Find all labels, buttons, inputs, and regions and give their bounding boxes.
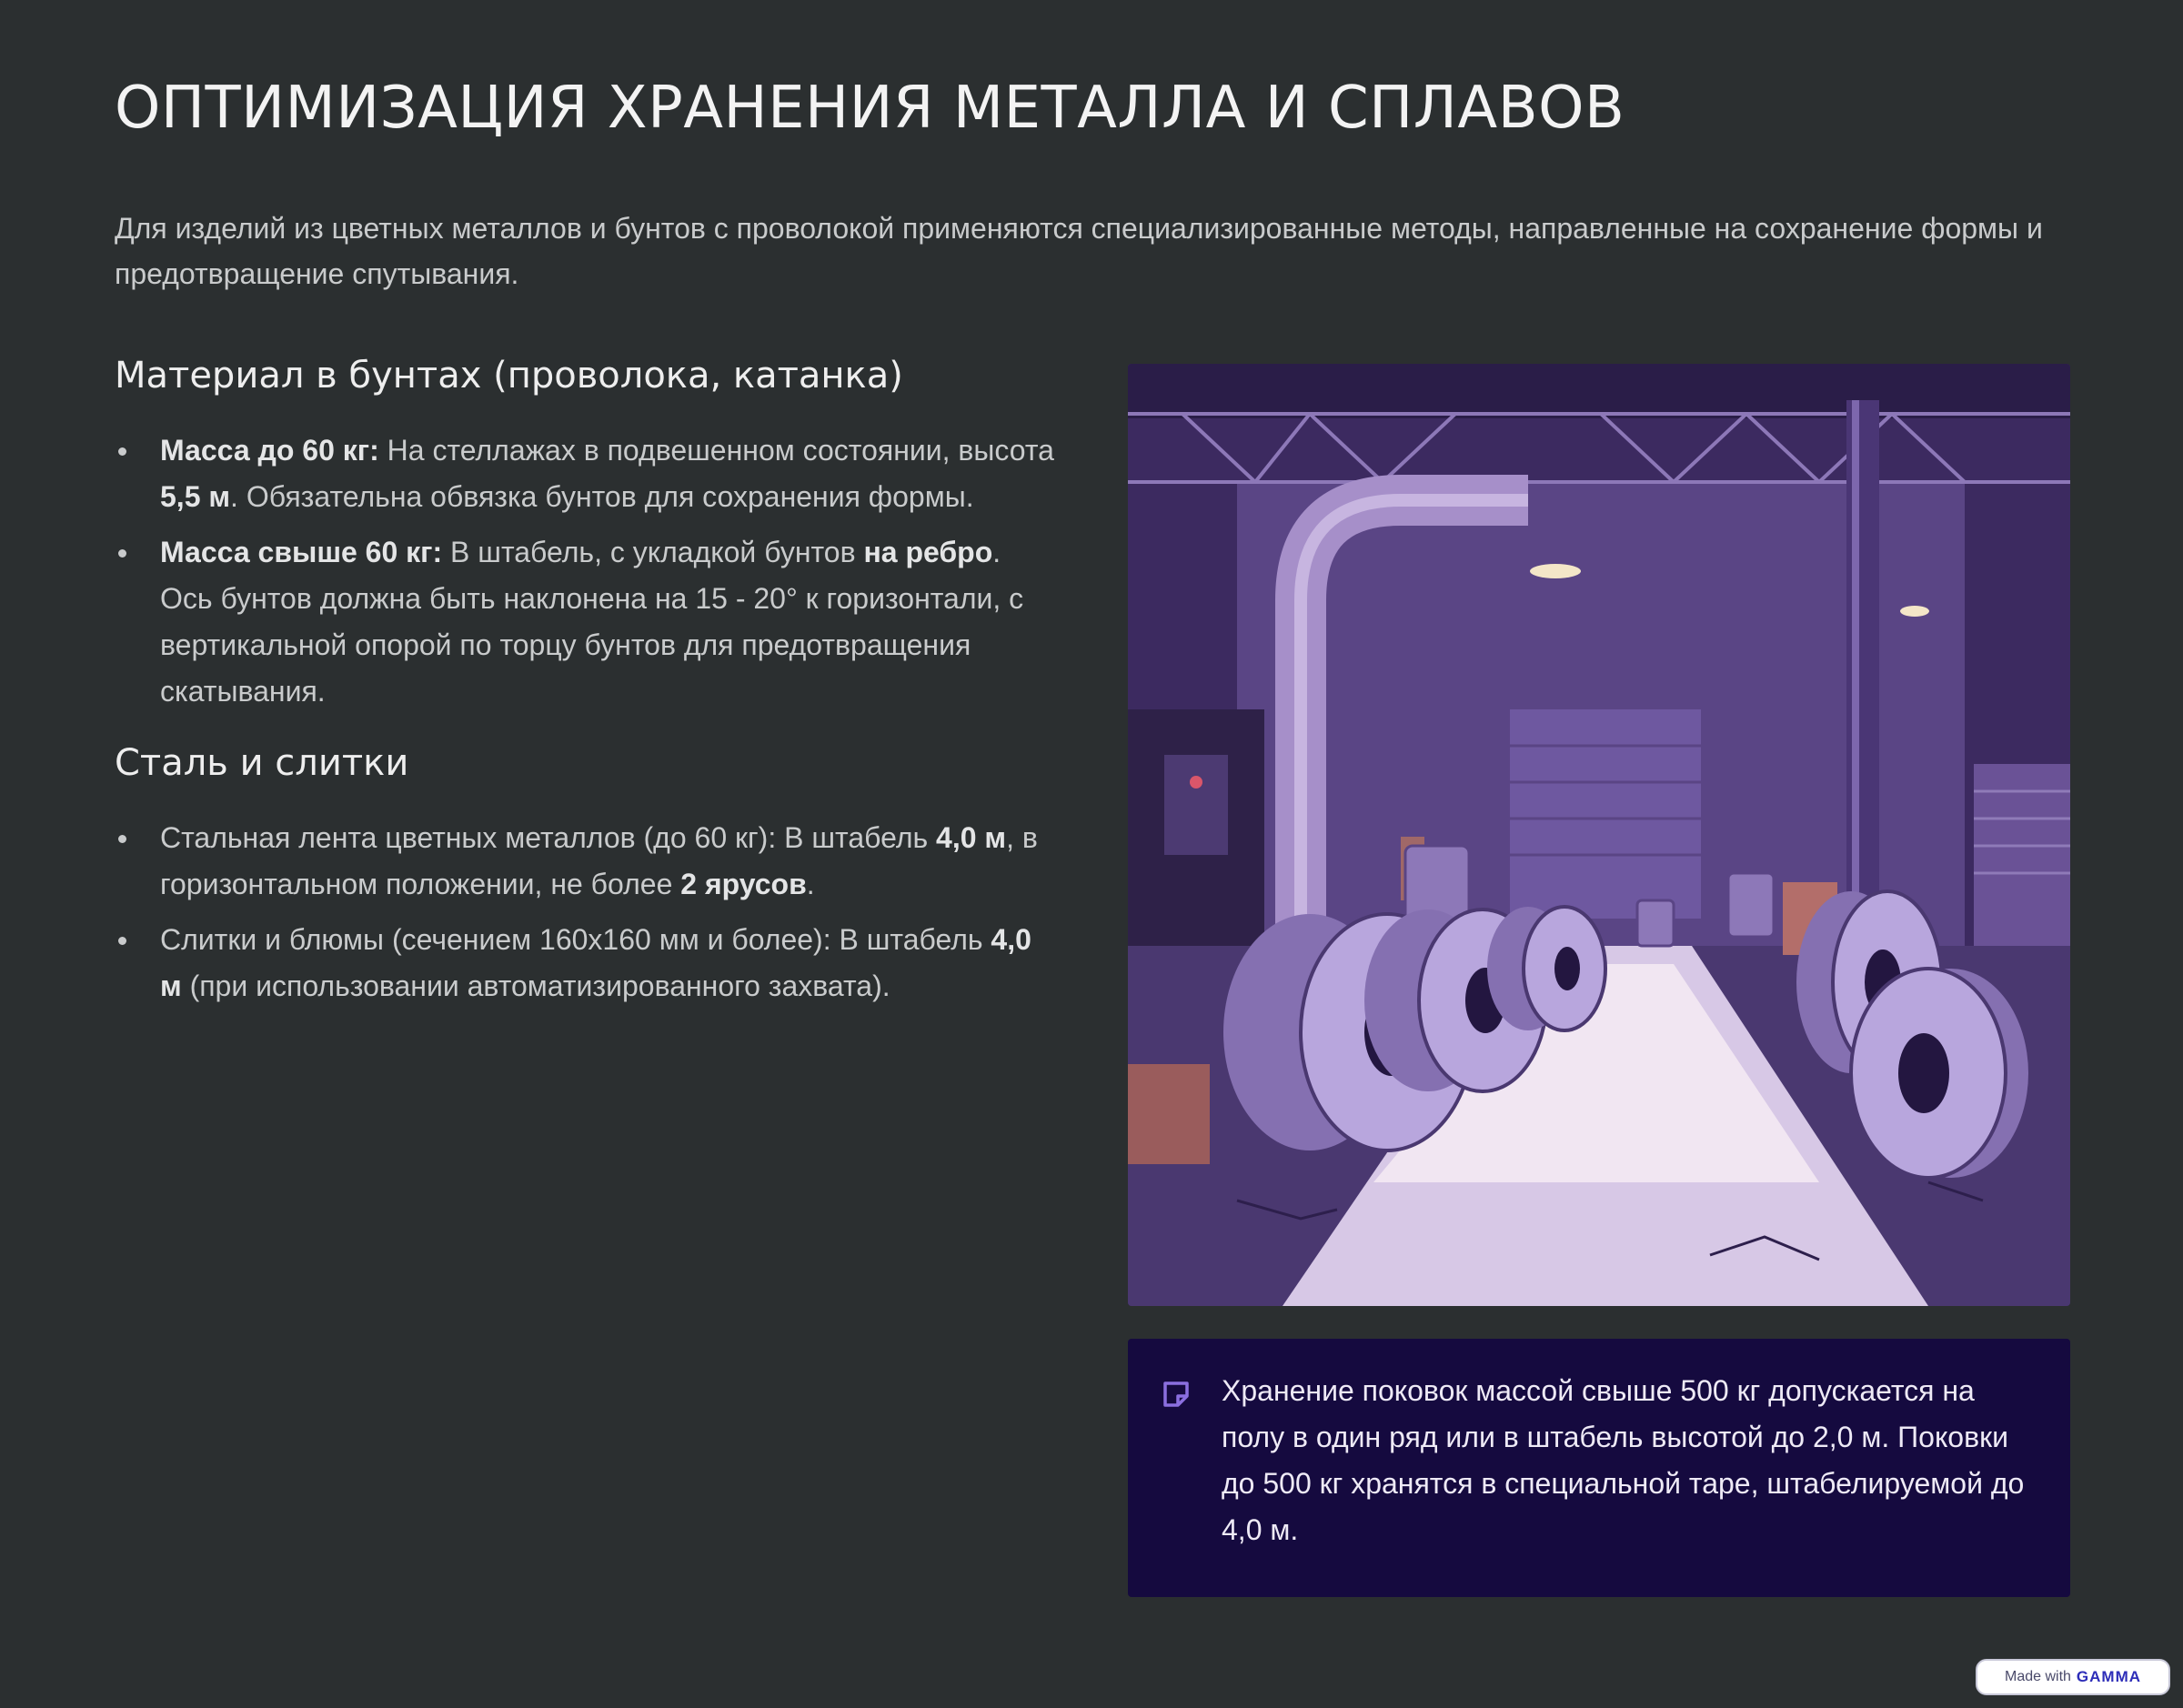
made-with-gamma-badge[interactable] [1976, 1659, 2170, 1695]
badge-prefix: Made with [2004, 1669, 2071, 1684]
list-item: Стальная лента цветных металлов (до 60 кг): В штабель 4,0 м, в горизонтальном положении, не более 2 ярусов. [115, 815, 1061, 908]
list-item: Масса свыше 60 кг: В штабель, с укладкой бунтов на ребро. Ось бунтов должна быть наклонена на 15 - 20° к горизонтали, с вертикальной опорой по торцу бунтов для предотвращения скатывания. [115, 529, 1061, 715]
note-callout [1128, 1339, 2070, 1597]
content-column [115, 355, 1061, 1019]
note-icon [1161, 1379, 1192, 1410]
list-item: Масса до 60 кг: На стеллажах в подвешенном состоянии, высота 5,5 м. Обязательна обвязка бунтов для сохранения формы. [115, 427, 1061, 520]
coils-list [115, 427, 1061, 715]
section-heading-steel: Сталь и слитки [115, 742, 409, 784]
intro-paragraph: Для изделий из цветных металлов и бунтов с проволокой применяются специализированные методы, направленные на сохранение формы и предотвращение спутывания. [115, 212, 2043, 290]
steel-list [115, 815, 1061, 1010]
callout-text: Хранение поковок массой свыше 500 кг допускается на полу в один ряд или в штабель высотой до 2,0 м. Поковки до 500 кг хранятся в специальной таре, штабелируемой до 4,0 м. [1222, 1374, 2025, 1546]
list-item: Слитки и блюмы (сечением 160x160 мм и более): В штабель 4,0 м (при использовании автоматизированного захвата). [115, 917, 1061, 1010]
section-heading-coils: Материал в бунтах (проволока, катанка) [115, 355, 903, 397]
warehouse-illustration [1128, 364, 2070, 1306]
page-title: ОПТИМИЗАЦИЯ ХРАНЕНИЯ МЕТАЛЛА И СПЛАВОВ [115, 75, 1625, 142]
gamma-logo: GAMMA [2076, 1668, 2142, 1685]
